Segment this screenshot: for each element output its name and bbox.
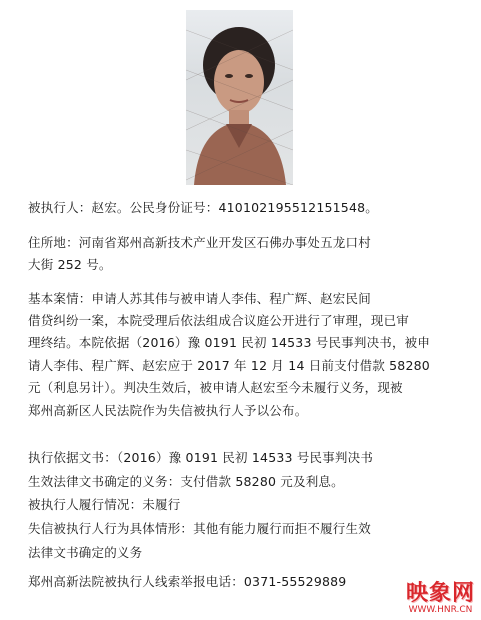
case-line-1: 基本案情：申请人苏其伟与被申请人李伟、程广辉、赵宏民间 <box>28 291 371 306</box>
site-watermark <box>406 581 475 616</box>
person-name-id-line: 被执行人：赵宏。公民身份证号：410102195512151548。 <box>28 200 378 215</box>
dishonest-behavior-line-2: 法律文书确定的义务 <box>28 545 143 560</box>
dishonest-behavior-line-1: 失信被执行人行为具体情形：其他有能力履行而拒不履行生效 <box>28 521 371 536</box>
basis-document-line: 执行依据文书：（2016）豫 0191 民初 14533 号民事判决书 <box>28 450 374 465</box>
case-line-5: 元（利息另计）。判决生效后，被申请人赵宏至今未履行义务，现被 <box>28 380 403 395</box>
address-line-1: 住所地：河南省郑州高新技术产业开发区石佛办事处五龙口村 <box>28 235 371 250</box>
address-line-2: 大街 252 号。 <box>28 257 112 272</box>
performance-status-line: 被执行人履行情况：未履行 <box>28 497 181 512</box>
watermark-url: WWW.HNR.CN <box>408 605 473 615</box>
tip-hotline-line: 郑州高新法院被执行人线索举报电话：0371-55529889 <box>28 574 347 589</box>
case-line-6: 郑州高新区人民法院作为失信被执行人予以公布。 <box>28 403 308 418</box>
case-line-2: 借贷纠纷一案，本院受理后依法组成合议庭公开进行了审理，现已审 <box>28 313 410 328</box>
watermark-logo: 映象网 <box>405 580 475 606</box>
person-photo <box>186 10 293 185</box>
obligation-line: 生效法律文书确定的义务：支付借款 58280 元及利息。 <box>28 474 344 489</box>
case-line-3: 理终结。本院依据（2016）豫 0191 民初 14533 号民事判决书，被申 <box>28 335 431 350</box>
portrait-illustration <box>186 10 293 185</box>
case-line-4: 请人李伟、程广辉、赵宏应于 2017 年 12 月 14 日前支付借款 58280 <box>28 358 430 373</box>
